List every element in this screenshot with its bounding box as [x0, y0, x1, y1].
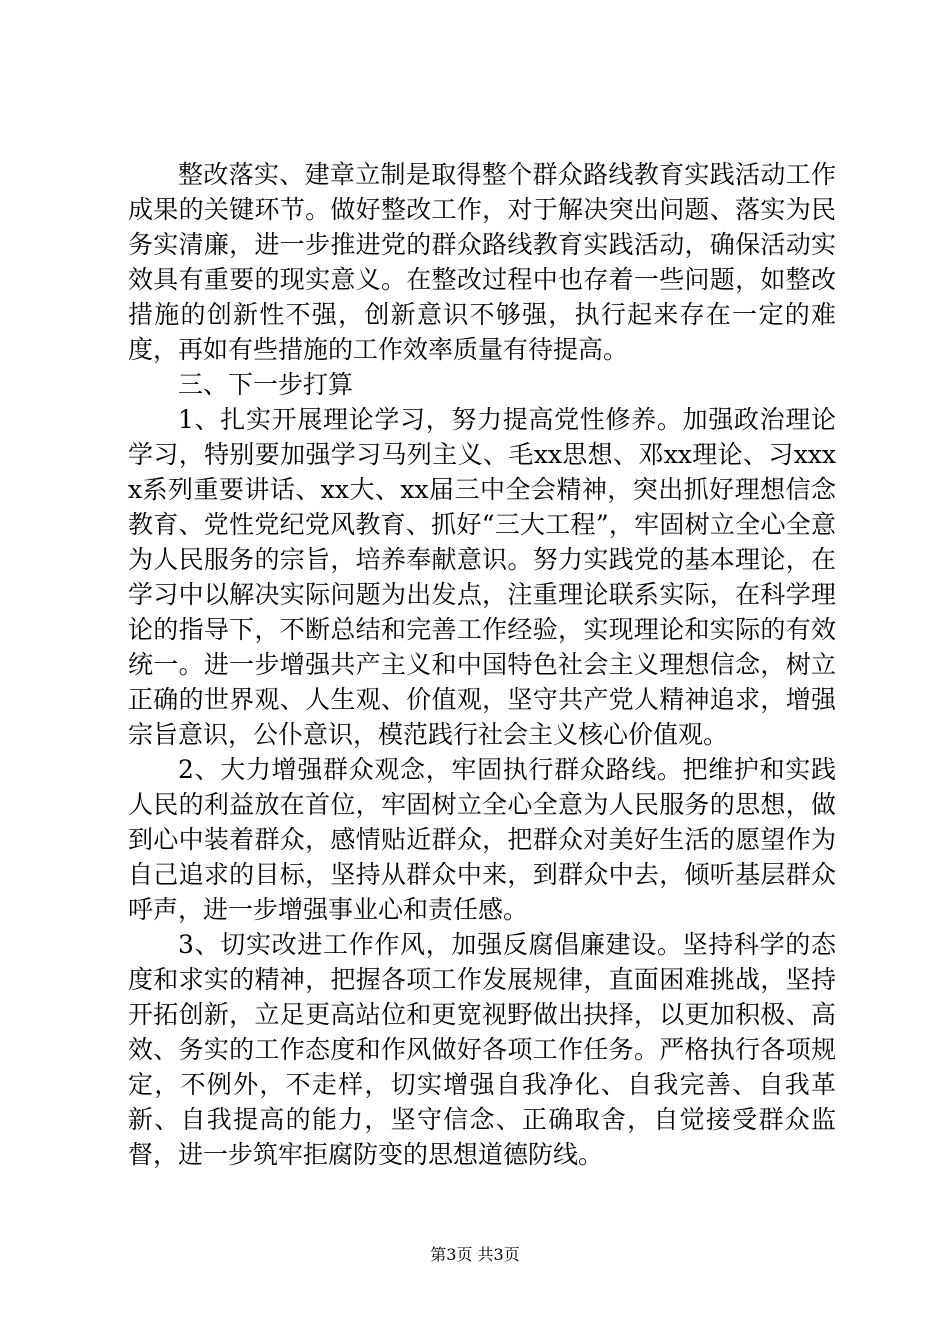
paragraph-mass-line: 2、大力增强群众观念，牢固执行群众路线。把维护和实践人民的利益放在首位，牢固树立全心全意为人民服务的思想，做到心中装着群众，感情贴近群众，把群众对美好生活的愿望作为自己追求的目标，坚持从群众中来，到群众中去，倾听基层群众呼声，进一步增强事业心和责任感。: [128, 755, 836, 924]
paragraph-work-style: 3、切实改进工作作风，加强反腐倡廉建设。坚持科学的态度和求实的精神，把握各项工作发展规律，直面困难挑战，坚持开拓创新，立足更高站位和更宽视野做出抉择，以更加积极、高效、务实的工作态度和作风做好各项工作任务。严格执行各项规定，不例外，不走样，切实增强自我净化、自我完善、自我革新、自我提高的能力，坚守信念、正确取舍，自觉接受群众监督，进一步筑牢拒腐防变的思想道德防线。: [128, 930, 836, 1169]
paragraph-rectification: 整改落实、建章立制是取得整个群众路线教育实践活动工作成果的关键环节。做好整改工作，对于解决突出问题、落实为民务实清廉，进一步推进党的群众路线教育实践活动，确保活动实效具有重要的现实意义。在整改过程中也存着一些问题，如整改措施的创新性不强，创新意识不够强，执行起来存在一定的难度，再如有些措施的工作效率质量有待提高。: [128, 160, 836, 364]
section-heading-next-steps: 三、下一步打算: [178, 370, 354, 399]
paragraph-theory-study: 1、扎实开展理论学习，努力提高党性修养。加强政治理论学习，特别要加强学习马列主义、毛xx思想、邓xx理论、习xxxx系列重要讲话、xx大、xx届三中全会精神，突出抓好理想信念教育、党性党纪党风教育、抓好“三大工程”，牢固树立全心全意为人民服务的宗旨，培养奉献意识。努力实践党的基本理论，在学习中以解决实际问题为出发点，注重理论联系实际，在科学理论的指导下，不断总结和完善工作经验，实现理论和实际的有效统一。进一步增强共产主义和中国特色社会主义理想信念，树立正确的世界观、人生观、价值观，坚守共产党人精神追求，增强宗旨意识，公仆意识，模范践行社会主义核心价值观。: [128, 405, 836, 749]
page-footer: 第3页 共3页: [430, 1245, 520, 1264]
document-body: [128, 157, 836, 1172]
